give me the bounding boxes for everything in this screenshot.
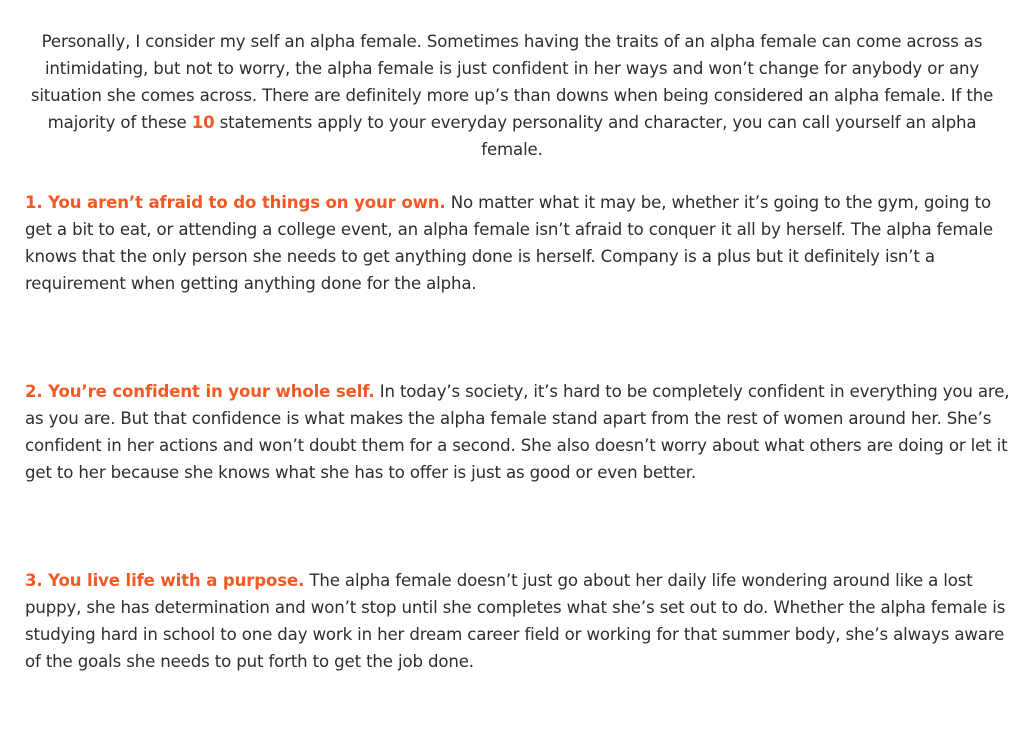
list-item xyxy=(25,567,1010,675)
intro-text: Personally, I consider my self an alpha female. Sometimes having the traits of an alpha female can come across as intimidating, but not to worry, the alpha female is just confident in her ways and won’t change for anybody or any situation she comes across. There are definitely more up’s than downs when being considered an alpha female. If the majority of these xyxy=(30,32,994,132)
item-body: The alpha female doesn’t just go about her daily life wondering around like a lost puppy, she has determination and won’t stop until she completes what she’s set out to do. Whether the alpha female is studying hard in school to one day work in her dream career field or working for that summer body, she’s always aware of the goals she needs to put forth to get the job done. xyxy=(25,571,1006,671)
item-body: No matter what it may be, whether it’s going to the gym, going to get a bit to eat, or attending a college event, an alpha female isn’t afraid to conquer it all by herself. The alpha female knows that the only person she needs to get anything done is herself. Company is a plus but it definitely isn’t a requirement when getting anything done for the alpha. xyxy=(25,193,993,293)
intro-paragraph xyxy=(30,28,994,163)
item-heading: 3. You live life with a purpose. xyxy=(25,571,305,590)
item-heading: 2. You’re confident in your whole self. xyxy=(25,382,375,401)
intro-link-10[interactable]: 10 xyxy=(191,113,215,132)
item-body: In today’s society, it’s hard to be completely confident in everything you are, as you are. But that confidence is what makes the alpha female stand apart from the rest of women around her. She’s confident in her actions and won’t doubt them for a second. She also doesn’t worry about what others are doing or let it get to her because she knows what she has to offer is just as good or even better. xyxy=(25,382,1010,482)
list-item xyxy=(25,378,1010,486)
list-item xyxy=(25,189,1010,297)
item-heading: 1. You aren’t afraid to do things on your own. xyxy=(25,193,446,212)
intro-text-end: statements apply to your everyday personality and character, you can call yourself an alpha female. xyxy=(214,113,977,159)
